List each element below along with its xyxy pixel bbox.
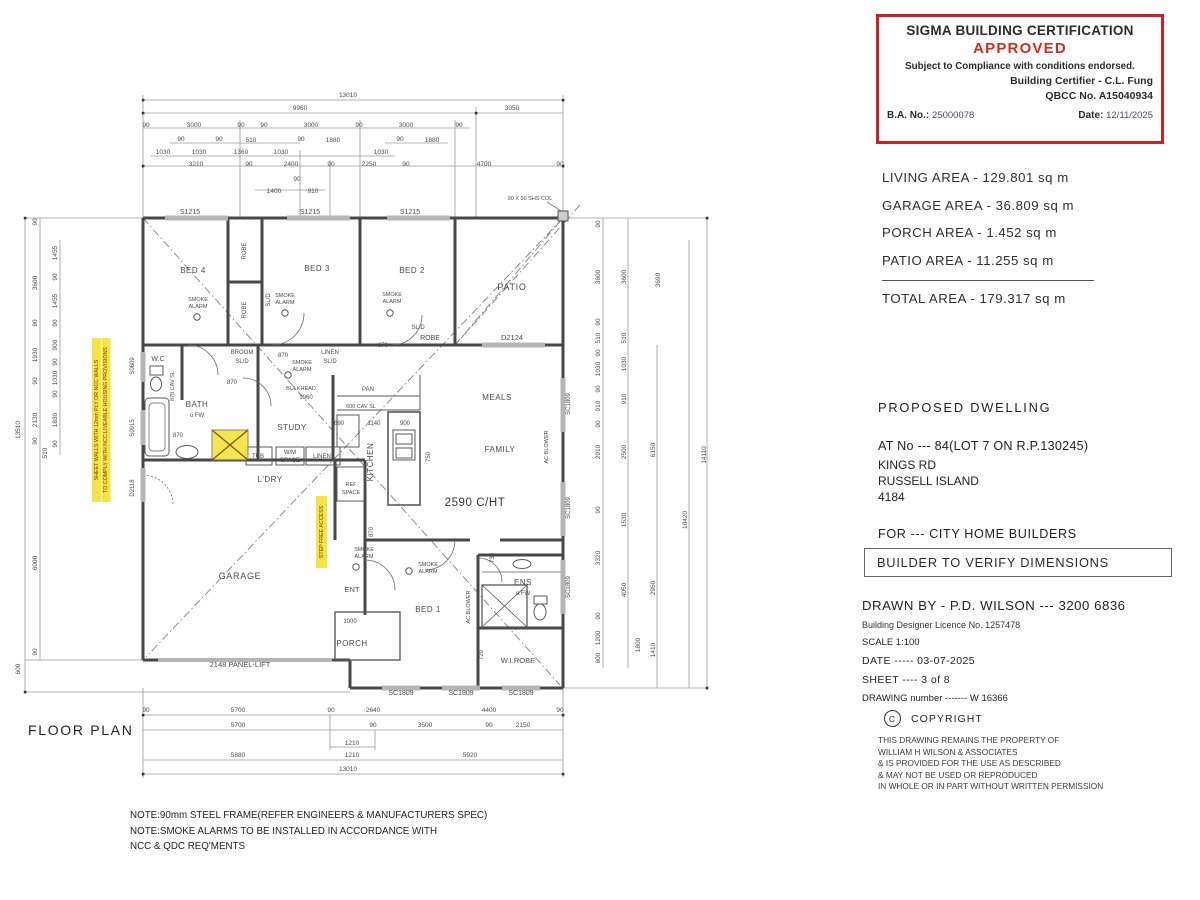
window-code: S1215 [399,209,421,216]
plan-note: NOTE:90mm STEEL FRAME(REFER ENGINEERS & MANUFACTURERS SPEC) [130,810,488,821]
dim-label: 90 [595,612,602,620]
fixture-label: SL/D [411,325,425,331]
dimension-lines [24,95,709,778]
fixture-label: AC BLOWER [466,590,472,624]
dim-label: 14110 [701,446,708,464]
dim-label: 90 [32,377,39,385]
fixture-label: SPACE [280,458,300,464]
dim-label: 90 [52,319,59,327]
door-code: D2124 [500,333,524,342]
dim-label: 4050 [621,582,628,598]
copyright-icon: C [884,710,901,727]
dim-label: 90 [52,358,59,366]
liveable-housing-note: SHEET WALLS WITH 12mm PLY OR NCC WALLS [94,359,100,481]
dim-label: 910 [307,188,319,195]
dim-label: 2400 [283,161,299,168]
dim-label: 1930 [32,347,39,363]
door-width: 870 [369,526,375,538]
dim-label: 90 [485,722,493,729]
plan-text [15,92,708,852]
smoke-alarm-label: ALARM [188,304,208,310]
floor-plan-title: FLOOR PLAN [28,722,134,738]
dim-label: 90 [455,122,463,129]
fixture-label: AC BLOWER [544,430,550,464]
area-schedule [882,170,1182,319]
dim-label: 2130 [32,412,39,428]
floor-waste-label: o FW [515,591,531,597]
fixture-label: W/M [283,450,297,456]
fixture-label: ROBE [420,335,440,342]
room-label: BED 1 [415,605,441,614]
fixture-label: SL/D [323,359,337,365]
room-label: ENS [514,578,532,587]
dim-label: 1030 [621,356,628,372]
project-suburb: RUSSELL ISLAND [878,474,979,488]
dim-label: 90 [297,136,305,143]
fixture-label: REF [345,482,357,488]
copyright-block [878,710,1198,793]
dim-label: 90 [293,176,301,183]
dim-label: 1455 [52,293,59,309]
dim-label: 3320 [595,550,602,566]
dim-label: 3210 [188,161,204,168]
dim-label: 9960 [292,105,308,112]
sheet-line: SHEET ---- 3 of 8 [862,674,951,686]
dim-label: 90 [595,420,602,428]
smoke-alarm-label: SMOKE [418,562,438,568]
project-client: FOR --- CITY HOME BUILDERS [878,527,1077,541]
smoke-alarm-label: SMOKE [188,297,208,303]
dim-label: 1030 [273,149,289,156]
dim-label: 90 [556,161,564,168]
dim-label: 600 [15,663,22,675]
dim-label: 1030 [191,149,207,156]
fixture-label: LINEN [313,454,331,460]
dim-label: 2640 [365,707,381,714]
dim-label: 1030 [52,370,59,386]
room-label: BED 3 [304,264,330,273]
dim-label: 910 [595,400,602,412]
fixture-label: TUB [252,454,264,460]
copyright-line: WILLIAM H WILSON & ASSOCIATES [878,746,1018,757]
room-label: BATH [185,400,209,409]
dim-label: 2150 [515,722,531,729]
dim-label: 3600 [595,269,602,285]
dim-label: 1140 [367,421,381,427]
smoke-alarm-label: SMOKE [354,547,374,553]
scale-line: SCALE 1:100 [862,637,920,648]
window-code: SC1809 [508,690,534,697]
project-lot: AT No --- 84(LOT 7 ON R.P.130245) [878,439,1089,453]
room-label: W.I.ROBE [500,656,536,665]
fixture-label: BULKHEAD [286,386,316,392]
room-label: FAMILY [484,445,516,454]
fixture-label: ROBE [242,301,248,319]
smoke-alarm-label: ALARM [382,299,402,305]
dim-label: 90 [556,707,564,714]
room-label: PATIO [497,282,527,292]
dim-label: 90 [327,161,335,168]
dim-label: 90 [595,220,602,228]
window-code: S0915 [130,419,136,437]
fixture-label: SL/D [235,359,249,365]
copyright-word: COPYRIGHT [911,712,983,725]
dim-label: 90 [369,722,377,729]
dim-label: 1830 [52,412,59,428]
dim-label: 90 [260,122,268,129]
step-free-access-note: STEP FREE ACCESS [319,505,325,559]
dim-label: 510 [42,447,49,459]
certification-stamp [876,14,1164,144]
dim-label: 90 [32,218,39,226]
dim-label: 1360 [233,149,249,156]
window-code: S0609 [130,357,136,375]
smoke-alarm-label: SMOKE [275,293,295,299]
copyright-line: & MAY NOT BE USED OR REPRODUCED [878,769,1038,780]
title-block [862,598,1182,704]
drawing-number-line: DRAWING number ------- W 16366 [862,693,1008,704]
copyright-heading [878,710,1198,727]
dim-label: 510 [595,332,602,344]
dim-label: 510 [245,137,257,144]
dim-label: 90 [595,385,602,393]
shs-column-label: 90 X 90 SHS COL [507,196,553,202]
dim-label: 6150 [650,442,657,458]
window-code: SC1809 [566,393,572,415]
dim-label: 3000 [303,122,319,129]
dim-label: 2500 [621,444,628,460]
dim-label: 1960 [299,395,313,401]
project-details [878,400,1188,541]
building-certifier: Building Certifier - C.L. Fung [1010,75,1153,87]
dim-label: 1400 [266,188,282,195]
dim-label: 2250 [361,161,377,168]
drawn-by-line: DRAWN BY - P.D. WILSON --- 3200 6836 [862,598,1126,613]
plan-note: NOTE:SMOKE ALARMS TO BE INSTALLED IN ACCORDANCE WITH [130,826,438,837]
dim-label: 13010 [338,92,358,99]
window-code: SC1809 [566,497,572,519]
compliance-note: Subject to Compliance with conditions endorsed. [905,61,1135,72]
smoke-alarm-label: ALARM [418,569,438,575]
window-code: SC1809 [448,690,474,697]
door-width: 870 [172,433,184,439]
garage-door-label: 2148 PANEL-LIFT [209,660,271,669]
dim-label: 5700 [230,707,246,714]
dim-label: 13510 [15,420,22,440]
qbcc-number: QBCC No. A15040934 [1045,90,1153,102]
dim-label: 600 [595,652,602,664]
licence-line: Building Designer Licence No. 1257478 [862,620,1021,630]
dim-label: 730 [490,552,496,564]
dim-label: 90 [32,437,39,445]
dim-label: 3690 [655,272,662,288]
dim-label: 3600 [32,275,39,291]
dim-label: 750 [426,451,432,463]
dim-label: 90 [245,161,253,168]
copyright-line: IN WHOLE OR IN PART WITHOUT WRITTEN PERMISSION [878,781,1104,792]
dim-label: 1000 [343,619,357,625]
dim-label: 90 [177,136,185,143]
dim-label: 3500 [417,722,433,729]
floor-waste-label: o FW [189,413,205,419]
window-code: SC1809 [388,690,414,697]
dim-label: 1210 [344,740,360,747]
dim-label: 3000 [398,122,414,129]
smoke-alarm-label: SMOKE [292,360,312,366]
dim-label: 720 [479,649,485,661]
dim-label: 90 [215,136,223,143]
fixture-label: 870 CAV SL [170,371,176,401]
plan-note: NCC & QDC REQ'MENTS [130,841,246,852]
dim-label: 90 [327,707,335,714]
window-code: S1215 [299,209,321,216]
dim-label: 1410 [650,642,657,658]
dim-label: 90 [396,136,404,143]
smoke-alarm-label: ALARM [354,554,374,560]
dim-label: 90 [52,390,59,398]
dim-label: 90 [52,440,59,448]
smoke-alarm-label: ALARM [292,367,312,373]
dim-label: 690 [333,421,345,427]
dim-label: 1455 [52,245,59,261]
dim-label: 1880 [424,137,440,144]
room-label: GARAGE [218,571,262,581]
dim-label: 910 [621,393,628,405]
fixture-label: LINEN [321,350,339,356]
dim-label: 1880 [325,137,341,144]
dim-label: 13010 [338,766,358,773]
dim-label: 3600 [621,269,628,285]
room-label: KITCHEN [366,442,375,482]
fixture-label: BROOM [230,350,254,356]
project-postcode: 4184 [878,490,905,504]
area-line: PATIO AREA - 11.255 sq m [882,252,1054,268]
dim-label: 90 [142,122,150,129]
window-code: SC1809 [566,576,572,598]
dim-label: 3000 [186,122,202,129]
door-width: 870 [277,353,289,359]
dim-label: 90 [595,318,602,326]
dim-label: 4400 [481,707,497,714]
room-label: MEALS [482,393,512,402]
area-line: PORCH AREA - 1.452 sq m [882,225,1057,240]
fixture-label: SPACE [341,490,361,496]
dim-label: 1200 [595,630,602,646]
door-width: 870 [226,380,238,386]
dim-label: 1530 [621,512,628,528]
approval-status: APPROVED [973,40,1067,57]
dim-label: 5700 [230,722,246,729]
dim-label: 3050 [504,105,520,112]
dim-label: 6000 [32,555,39,571]
project-heading: PROPOSED DWELLING [878,400,1052,415]
dim-label: 5880 [230,752,246,759]
room-label: W.C [151,356,165,363]
smoke-alarm-label: ALARM [275,300,295,306]
certifier-name: SIGMA BUILDING CERTIFICATION [906,23,1134,38]
copyright-line: THIS DRAWING REMAINS THE PROPERTY OF [878,735,1060,745]
total-divider [882,280,1094,281]
dim-label: 510 [621,332,628,344]
dim-label: 1030 [595,361,602,377]
dim-label: 1800 [635,637,642,653]
fixture-label: SL/D [266,293,272,307]
dim-label: 5920 [462,752,478,759]
room-label: STUDY [277,423,307,432]
dim-label: 1030 [373,149,389,156]
room-label: L'DRY [257,475,283,484]
dim-label: 2910 [595,444,602,460]
room-label: BED 4 [180,266,206,275]
dim-label: 90 [32,648,39,656]
ceiling-height-label: 2590 C/HT [444,497,506,509]
fixture-label: ROBE [242,242,248,260]
total-area-line: TOTAL AREA - 179.317 sq m [882,291,1066,306]
room-label: BED 2 [399,266,425,275]
fixture-label: 600 CAV SL [346,404,376,410]
area-line: GARAGE AREA - 36.809 sq m [882,197,1075,213]
dim-label: 10420 [682,510,689,530]
date-line: DATE ----- 03-07-2025 [862,655,976,667]
room-label: PORCH [336,639,368,648]
dim-label: 90 [52,273,59,281]
dim-label: 90 [355,122,363,129]
area-line: LIVING AREA - 129.801 sq m [882,170,1069,185]
dim-label: 2950 [650,580,657,596]
dim-label: 1030 [155,149,171,156]
dim-label: 90 [237,122,245,129]
copyright-line: & IS PROVIDED FOR THE USE AS DESCRIBED [878,758,1061,769]
dim-label: 90 [142,707,150,714]
door-width: 870 [377,343,389,349]
dim-label: 4700 [476,161,492,168]
liveable-housing-note: TO COMPLY WITH NCC LIVEABLE HOUSING PROVISIONS [103,347,109,493]
window-code: D2118 [130,479,136,497]
fixture-label: PAN [362,387,374,393]
project-street: KINGS RD [878,458,937,472]
smoke-alarm-label: SMOKE [382,292,402,298]
dim-label: 900 [52,339,59,351]
dim-label: 90 [595,506,602,514]
window-code: S1215 [179,209,201,216]
verify-dimensions-note: BUILDER TO VERIFY DIMENSIONS [864,548,1172,577]
dim-label: 90 [402,161,410,168]
ba-number: B.A. No.: 25000078 [887,110,975,121]
dim-label: 900 [399,421,411,427]
dim-label: 90 [32,319,39,327]
approval-date: Date: 12/11/2025 [1078,110,1153,121]
room-label: ENT [344,585,360,594]
dim-label: 90 [595,349,602,357]
dim-label: 1210 [344,752,360,759]
